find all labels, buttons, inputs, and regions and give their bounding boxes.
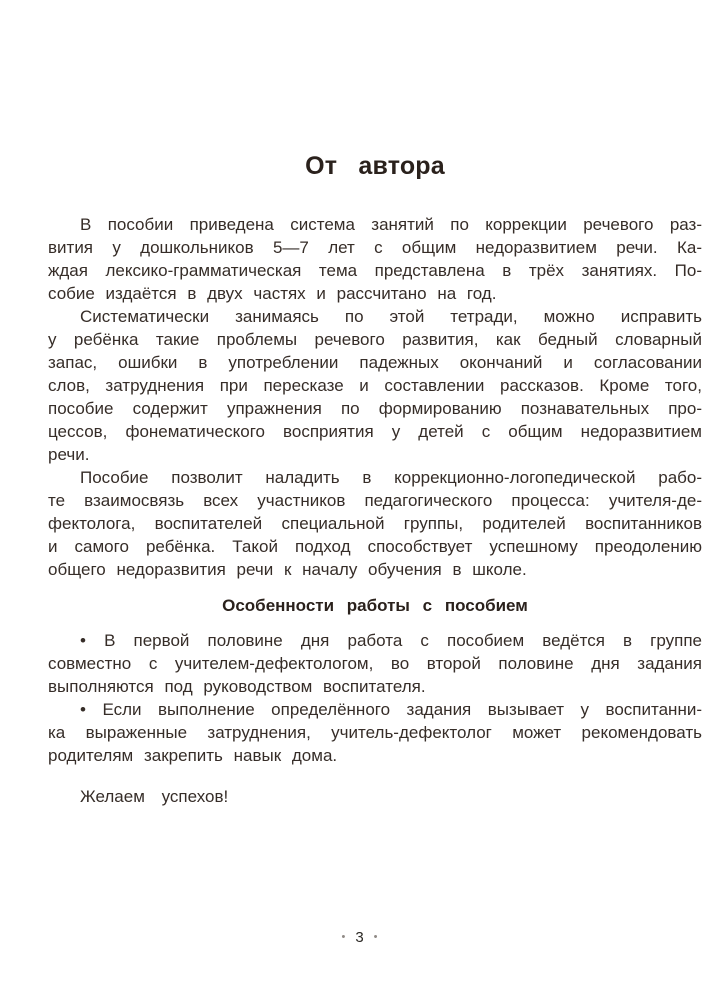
text-line: цессов, фонематического восприятия у детей с общим недоразвитием — [48, 422, 702, 441]
text-line: ка выраженные затруднения, учитель-дефектолог может рекомендовать — [48, 723, 702, 742]
text-line: Пособие позволит наладить в коррекционно-логопедической рабо- — [80, 468, 702, 487]
section-heading: Особенности работы с пособием — [222, 596, 528, 615]
footer-dot-right-icon: • — [373, 931, 378, 943]
text-line: у ребёнка такие проблемы речевого развития, как бедный словарный — [48, 330, 702, 349]
text-line: Систематически занимаясь по этой тетради, можно исправить — [80, 307, 702, 326]
text-line: В пособии приведена система занятий по коррекции речевого раз- — [80, 215, 702, 234]
text-line: • Если выполнение определённого задания вызывает у воспитанни- — [80, 700, 702, 719]
text-line: родителям закрепить навык дома. — [48, 746, 338, 765]
text-line: пособие содержит упражнения по формированию познавательных про- — [48, 399, 702, 418]
closing-line: Желаем успехов! — [80, 787, 229, 806]
text-line: выполняются под руководством воспитателя. — [48, 677, 426, 696]
text-line: и самого ребёнка. Такой подход способствует успешному преодолению — [48, 537, 702, 556]
text-line: собие издаётся в двух частях и рассчитано на год. — [48, 284, 497, 303]
text-line: ждая лексико-грамматическая тема представлена в трёх занятиях. По- — [48, 261, 702, 280]
paragraph — [48, 305, 702, 466]
paragraph — [48, 213, 702, 305]
bullet-paragraph — [48, 698, 702, 767]
text-line: слов, затруднения при пересказе и составлении рассказов. Кроме того, — [48, 376, 702, 395]
paragraph — [48, 466, 702, 581]
footer-dot-left-icon: • — [341, 931, 346, 943]
text-line: общего недоразвития речи к началу обучения в школе. — [48, 560, 527, 579]
text-line: речи. — [48, 445, 90, 464]
page-content — [48, 150, 702, 808]
text-line: те взаимосвязь всех участников педагогического процесса: учителя-де- — [48, 491, 702, 510]
page-footer — [0, 928, 719, 947]
bullet-paragraph — [48, 629, 702, 698]
page-number: 3 — [355, 929, 364, 946]
text-line: фектолога, воспитателей специальной группы, родителей воспитанников — [48, 514, 702, 533]
text-content — [48, 213, 702, 808]
text-line: вития у дошкольников 5—7 лет с общим недоразвитием речи. Ка- — [48, 238, 702, 257]
text-line: совместно с учителем-дефектологом, во второй половине дня задания — [48, 654, 702, 673]
page-title: От автора — [305, 152, 445, 180]
text-line: запас, ошибки в употреблении падежных окончаний и согласовании — [48, 353, 702, 372]
text-line: • В первой половине дня работа с пособием ведётся в группе — [80, 631, 702, 650]
